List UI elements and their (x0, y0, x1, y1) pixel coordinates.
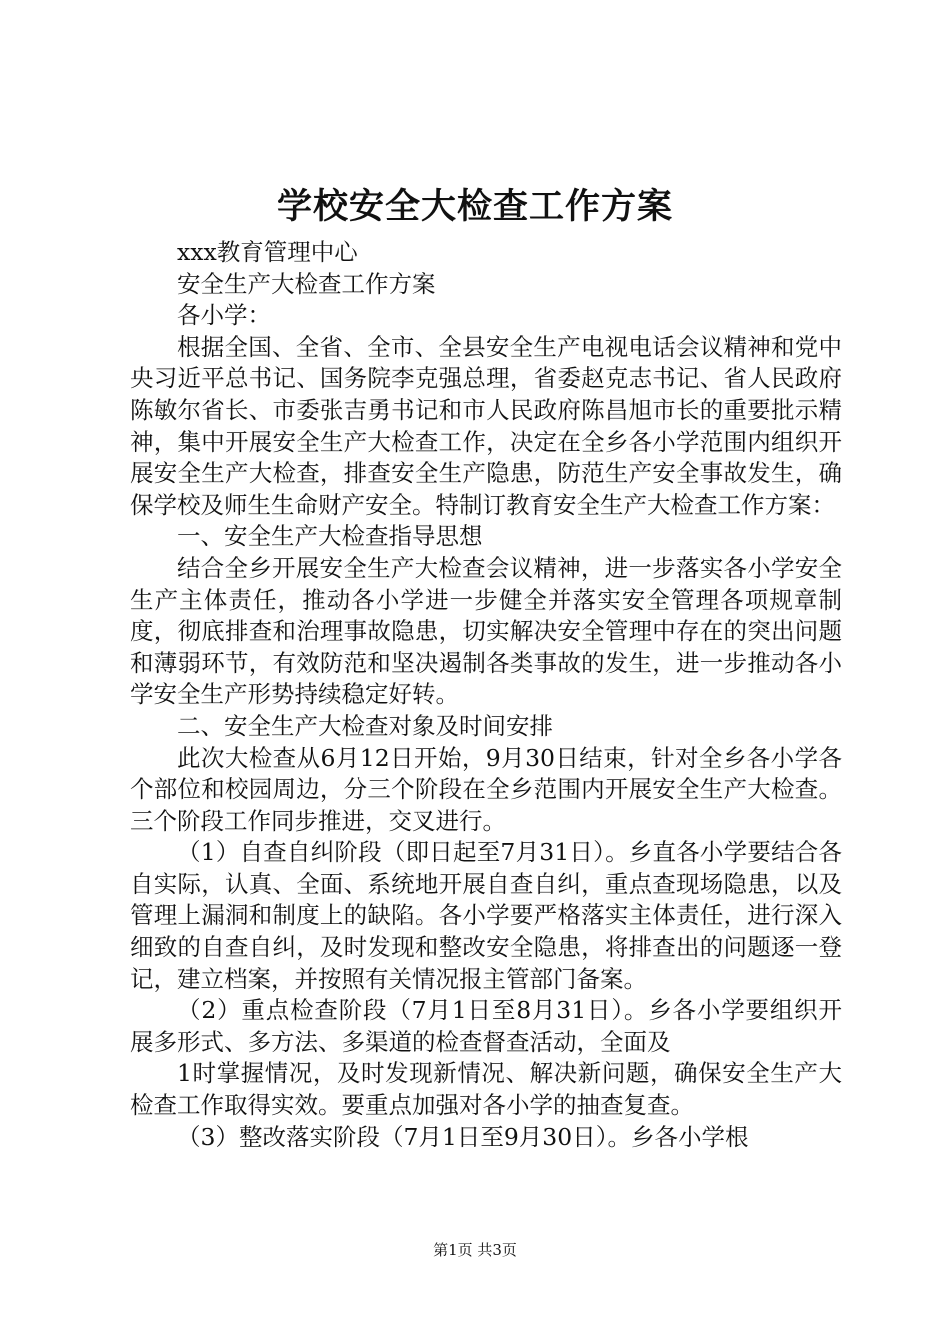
paragraph-intro: 根据全国、全省、全市、全县安全生产电视电话会议精神和党中央习近平总书记、国务院李克强总理，省委赵克志书记、省人民政府陈敏尔省长、市委张吉勇书记和市人民政府陈昌旭市长的重要批示精神，集中开展安全生产大检查工作，决定在全乡各小学范围内组织开展安全生产大检查，排查安全生产隐患，防范生产安全事故发生，确保学校及师生生命财产安全。特制订教育安全生产大检查工作方案： (130, 332, 842, 519)
paragraph-stage-2: （2）重点检查阶段（7月1日至8月31日）。乡各小学要组织开展多形式、多方法、多渠道的检查督查活动，全面及 (130, 996, 842, 1056)
document-title: 学校安全大检查工作方案 (276, 186, 673, 227)
page-indicator: 第1页 共3页 (433, 1241, 517, 1259)
paragraph-stage-3: （3）整改落实阶段（7月1日至9月30日）。乡各小学根 (177, 1122, 749, 1151)
paragraph-guiding-thought: 结合全乡开展安全生产大检查会议精神，进一步落实各小学安全生产主体责任，推动各小学进一步健全并落实安全管理各项规章制度，彻底排查和治理事故隐患，切实解决安全管理中存在的突出问题和薄弱环节，有效防范和坚决遏制各类事故的发生，进一步推动各小学安全生产形势持续稳定好转。 (130, 553, 842, 709)
paragraph-subtitle: 安全生产大检查工作方案 (177, 269, 436, 298)
section-heading-1: 一、安全生产大检查指导思想 (177, 522, 483, 551)
paragraph-stage-2-continued: 1时掌握情况，及时发现新情况、解决新问题，确保安全生产大检查工作取得实效。要重点加强对各小学的抽查复查。 (130, 1059, 842, 1120)
paragraph-organization: xxx教育管理中心 (177, 238, 358, 266)
paragraph-stage-1: （1）自查自纠阶段（即日起至7月31日）。乡直各小学要结合各自实际，认真、全面、系统地开展自查自纠，重点查现场隐患，以及管理上漏洞和制度上的缺陷。各小学要严格落实主体责任，进行深入细致的自查自纠，及时发现和整改安全隐患，将排查出的问题逐一登记，建立档案，并按照有关情况报主管部门备案。 (130, 838, 842, 993)
paragraph-schedule: 此次大检查从6月12日开始，9月30日结束，针对全乡各小学各个部位和校园周边，分三个阶段在全乡范围内开展安全生产大检查。三个阶段工作同步推进，交叉进行。 (130, 743, 842, 835)
paragraph-salutation: 各小学： (177, 301, 271, 330)
section-heading-2: 二、安全生产大检查对象及时间安排 (177, 711, 553, 740)
document-body (130, 237, 842, 1153)
